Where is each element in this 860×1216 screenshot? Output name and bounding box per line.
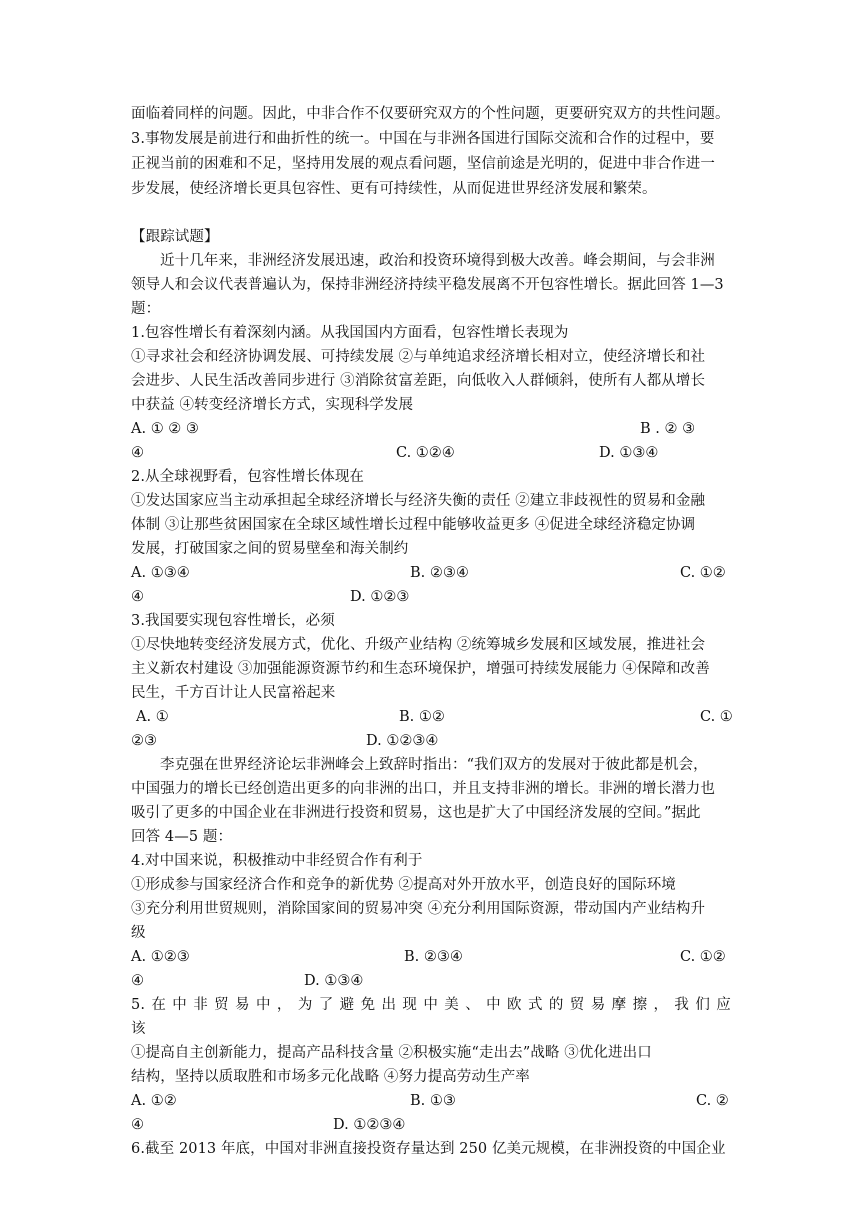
option-b-continued: ④: [131, 445, 144, 461]
stem-char: 免: [360, 997, 376, 1013]
option-d: D. ①②③④: [333, 1117, 406, 1133]
stem-char: 中: [486, 997, 501, 1013]
question-stem-justified: [131, 994, 731, 1016]
section-heading: 【跟踪试题】: [131, 229, 219, 245]
option-b: B. ②③④: [410, 565, 469, 581]
text-line: 正视当前的困难和不足，坚持用发展的观点看问题，坚信前途是光明的，促进中非合作进一: [131, 156, 715, 172]
stem-char: 们: [695, 997, 710, 1013]
option-c: C. ①②: [680, 565, 726, 581]
option-a: A. ①②: [131, 1093, 177, 1109]
question-statements: ①寻求社会和经济协调发展、可持续发展 ②与单纯追求经济增长相对立，使经济增长和社: [131, 349, 706, 365]
question-statements: 结构，坚持以质取胜和市场多元化战略 ④努力提高劳动生产率: [131, 1069, 530, 1085]
question-stem: 1.包容性增长有着深刻内涵。从我国国内方面看，包容性增长表现为: [131, 325, 569, 341]
stem-char: 5.: [131, 997, 146, 1013]
stem-char: 应: [716, 997, 731, 1013]
stem-char: 摩: [611, 997, 627, 1013]
question-statements: 发展，打破国家之间的贸易壁垒和海关制约: [131, 541, 409, 557]
question-statements: 主义新农村建设 ③加强能源资源节约和生态环境保护，增强可持续发展能力 ④保障和改善: [131, 661, 710, 677]
option-d: D. ①③④: [599, 445, 659, 461]
question-statements: ①提高自主创新能力，提高产品科技含量 ②积极实施“走出去”战略 ③优化进出口: [131, 1045, 652, 1061]
stem-char: 出: [381, 997, 397, 1013]
stem-char: 式: [527, 997, 543, 1013]
material-paragraph: 领导人和会议代表普遍认为，保持非洲经济持续平稳发展离不开包容性增长。据此回答 1—3: [131, 277, 724, 293]
stem-char: 美: [444, 997, 459, 1013]
option-b: B. ①②: [399, 709, 445, 725]
option-c-continued: ②③: [131, 733, 157, 749]
option-c-continued: ④: [131, 589, 144, 605]
option-d: D. ①③④: [304, 973, 364, 989]
text-line: 面临着同样的问题。因此，中非合作不仅要研究双方的个性问题，更要研究双方的共性问题。: [131, 106, 730, 122]
material-paragraph: 回答 4—5 题：: [131, 829, 233, 845]
option-c: C. ①: [700, 709, 733, 725]
stem-char: 易: [590, 997, 606, 1013]
option-b: B . ② ③: [640, 421, 696, 437]
question-statements: ③充分利用世贸规则，消除国家间的贸易冲突 ④充分利用国际资源，带动国内产业结构升: [131, 901, 706, 917]
option-a: A. ①: [136, 709, 169, 725]
stem-char: 贸: [214, 997, 229, 1013]
option-a: A. ①②③: [131, 949, 190, 965]
question-statements: ①形成参与国家经济合作和竞争的新优势 ②提高对外开放水平，创造良好的国际环境: [131, 877, 676, 893]
material-paragraph: 中国强力的增长已经创造出更多的向非洲的出口，并且支持非洲的增长。非洲的增长潜力也: [131, 781, 715, 797]
stem-char: 非: [193, 997, 208, 1013]
question-statements: 会进步、人民生活改善同步进行 ③消除贫富差距，向低收入人群倾斜，使所有人都从增长: [131, 373, 706, 389]
stem-char: 现: [402, 997, 418, 1013]
option-d: D. ①②③: [350, 589, 410, 605]
question-stem: 3.我国要实现包容性增长，必须: [131, 613, 335, 629]
option-a: A. ①③④: [131, 565, 190, 581]
question-stem: 6.截至 2013 年底，中国对非洲直接投资存量达到 250 亿美元规模，在非洲投资的中国企业: [131, 1141, 726, 1157]
option-c: C. ①②: [680, 949, 726, 965]
stem-char: 中: [172, 997, 187, 1013]
stem-char: 易: [235, 997, 250, 1013]
material-paragraph: 近十几年来，非洲经济发展迅速，政治和投资环境得到极大改善。峰会期间，与会非洲: [160, 253, 715, 269]
question-statements: ①尽快地转变经济发展方式，优化、升级产业结构 ②统筹城乡发展和区域发展，推进社会: [131, 637, 706, 653]
stem-char: 欧: [507, 997, 522, 1013]
stem-char: 的: [548, 997, 564, 1013]
question-statements: 民生，千方百计让人民富裕起来: [131, 685, 336, 701]
question-statements: 体制 ③让那些贫困国家在全球区域性增长过程中能够收益更多 ④促进全球经济稳定协调: [131, 517, 696, 533]
option-c: C. ②: [696, 1093, 729, 1109]
stem-char: 我: [674, 997, 690, 1013]
stem-char: ，: [653, 997, 669, 1013]
question-stem: 2.从全球视野看，包容性增长体现在: [131, 469, 365, 485]
stem-char: 、: [465, 997, 480, 1013]
stem-char: 在: [151, 997, 166, 1013]
stem-char: 擦: [632, 997, 648, 1013]
question-statements: 级: [131, 925, 146, 941]
question-stem: 4.对中国来说，积极推动中非经贸合作有利于: [131, 853, 423, 869]
stem-char: 中: [255, 997, 271, 1013]
material-paragraph: 李克强在世界经济论坛非洲峰会上致辞时指出：“我们双方的发展对于彼此都是机会，: [160, 757, 708, 773]
material-paragraph: 题：: [131, 301, 161, 317]
text-line: 步发展，使经济增长更具包容性、更有可持续性，从而促进世界经济发展和繁荣。: [131, 181, 657, 197]
question-statements: 中获益 ④转变经济增长方式，实现科学发展: [131, 397, 414, 413]
option-b: B. ①③: [410, 1093, 456, 1109]
option-c: C. ①②④: [396, 445, 455, 461]
option-c-continued: ④: [131, 1117, 144, 1133]
option-a: A. ① ② ③: [131, 421, 199, 437]
stem-char: 为: [297, 997, 313, 1013]
option-d: D. ①②③④: [366, 733, 439, 749]
question-statements: ①发达国家应当主动承担起全球经济增长与经济失衡的责任 ②建立非歧视性的贸易和金融: [131, 493, 706, 509]
option-b: B. ②③④: [404, 949, 463, 965]
stem-char: 贸: [569, 997, 585, 1013]
stem-char: 中: [423, 997, 438, 1013]
question-stem: 该: [131, 1021, 146, 1037]
option-c-continued: ④: [131, 973, 144, 989]
material-paragraph: 吸引了更多的中国企业在非洲进行投资和贸易，这也是扩大了中国经济发展的空间。”据此: [131, 805, 701, 821]
text-line: 3.事物发展是前进行和曲折性的统一。中国在与非洲各国进行国际交流和合作的过程中，要: [131, 131, 715, 147]
stem-char: ，: [276, 997, 292, 1013]
stem-char: 了: [318, 997, 334, 1013]
stem-char: 避: [339, 997, 355, 1013]
